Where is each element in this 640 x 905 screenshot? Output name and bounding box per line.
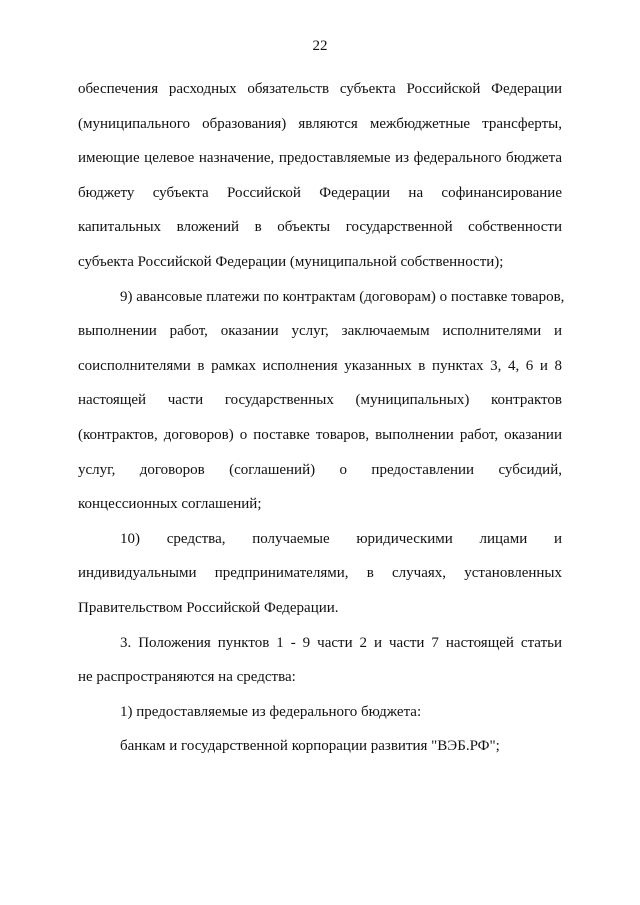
text-line: услуг, договоров (соглашений) о предоставлении субсидий, (78, 461, 562, 478)
page-number: 22 (312, 38, 328, 54)
text-line: капитальных вложений в объекты государственной собственности (78, 219, 562, 236)
text-line: бюджету субъекта Российской Федерации на софинансирование (78, 184, 562, 201)
text-line: Правительством Российской Федерации. (78, 600, 339, 616)
text-line: имеющие целевое назначение, предоставляемые из федерального бюджета (78, 150, 562, 167)
text-line: индивидуальными предпринимателями, в случаях, установленных (78, 565, 562, 582)
text-line: (контрактов, договоров) о поставке товаров, выполнении работ, оказании (78, 427, 562, 443)
text-line: банкам и государственной корпорации развития "ВЭБ.РФ"; (120, 738, 500, 755)
text-line: 1) предоставляемые из федерального бюджета: (120, 703, 422, 720)
text-line: выполнении работ, оказании услуг, заключаемым исполнителями и (78, 323, 562, 340)
text-line: обеспечения расходных обязательств субъекта Российской Федерации (78, 81, 562, 97)
text-line: 10) средства, получаемые юридическими лицами и (120, 530, 562, 547)
text-line: субъекта Российской Федерации (муниципальной собственности); (78, 254, 504, 270)
text-line: 9) авансовые платежи по контрактам (договорам) о поставке товаров, (120, 288, 565, 305)
text-line: настоящей части государственных (муниципальных) контрактов (78, 392, 562, 409)
text-line: (муниципального образования) являются межбюджетные трансферты, (78, 115, 562, 132)
text-line: соисполнителями в рамках исполнения указанных в пунктах 3, 4, 6 и 8 (78, 357, 562, 374)
text-line: 3. Положения пунктов 1 - 9 части 2 и части 7 настоящей статьи (120, 634, 562, 651)
text-line: не распространяются на средства: (78, 669, 296, 686)
text-line: концессионных соглашений; (78, 496, 262, 513)
